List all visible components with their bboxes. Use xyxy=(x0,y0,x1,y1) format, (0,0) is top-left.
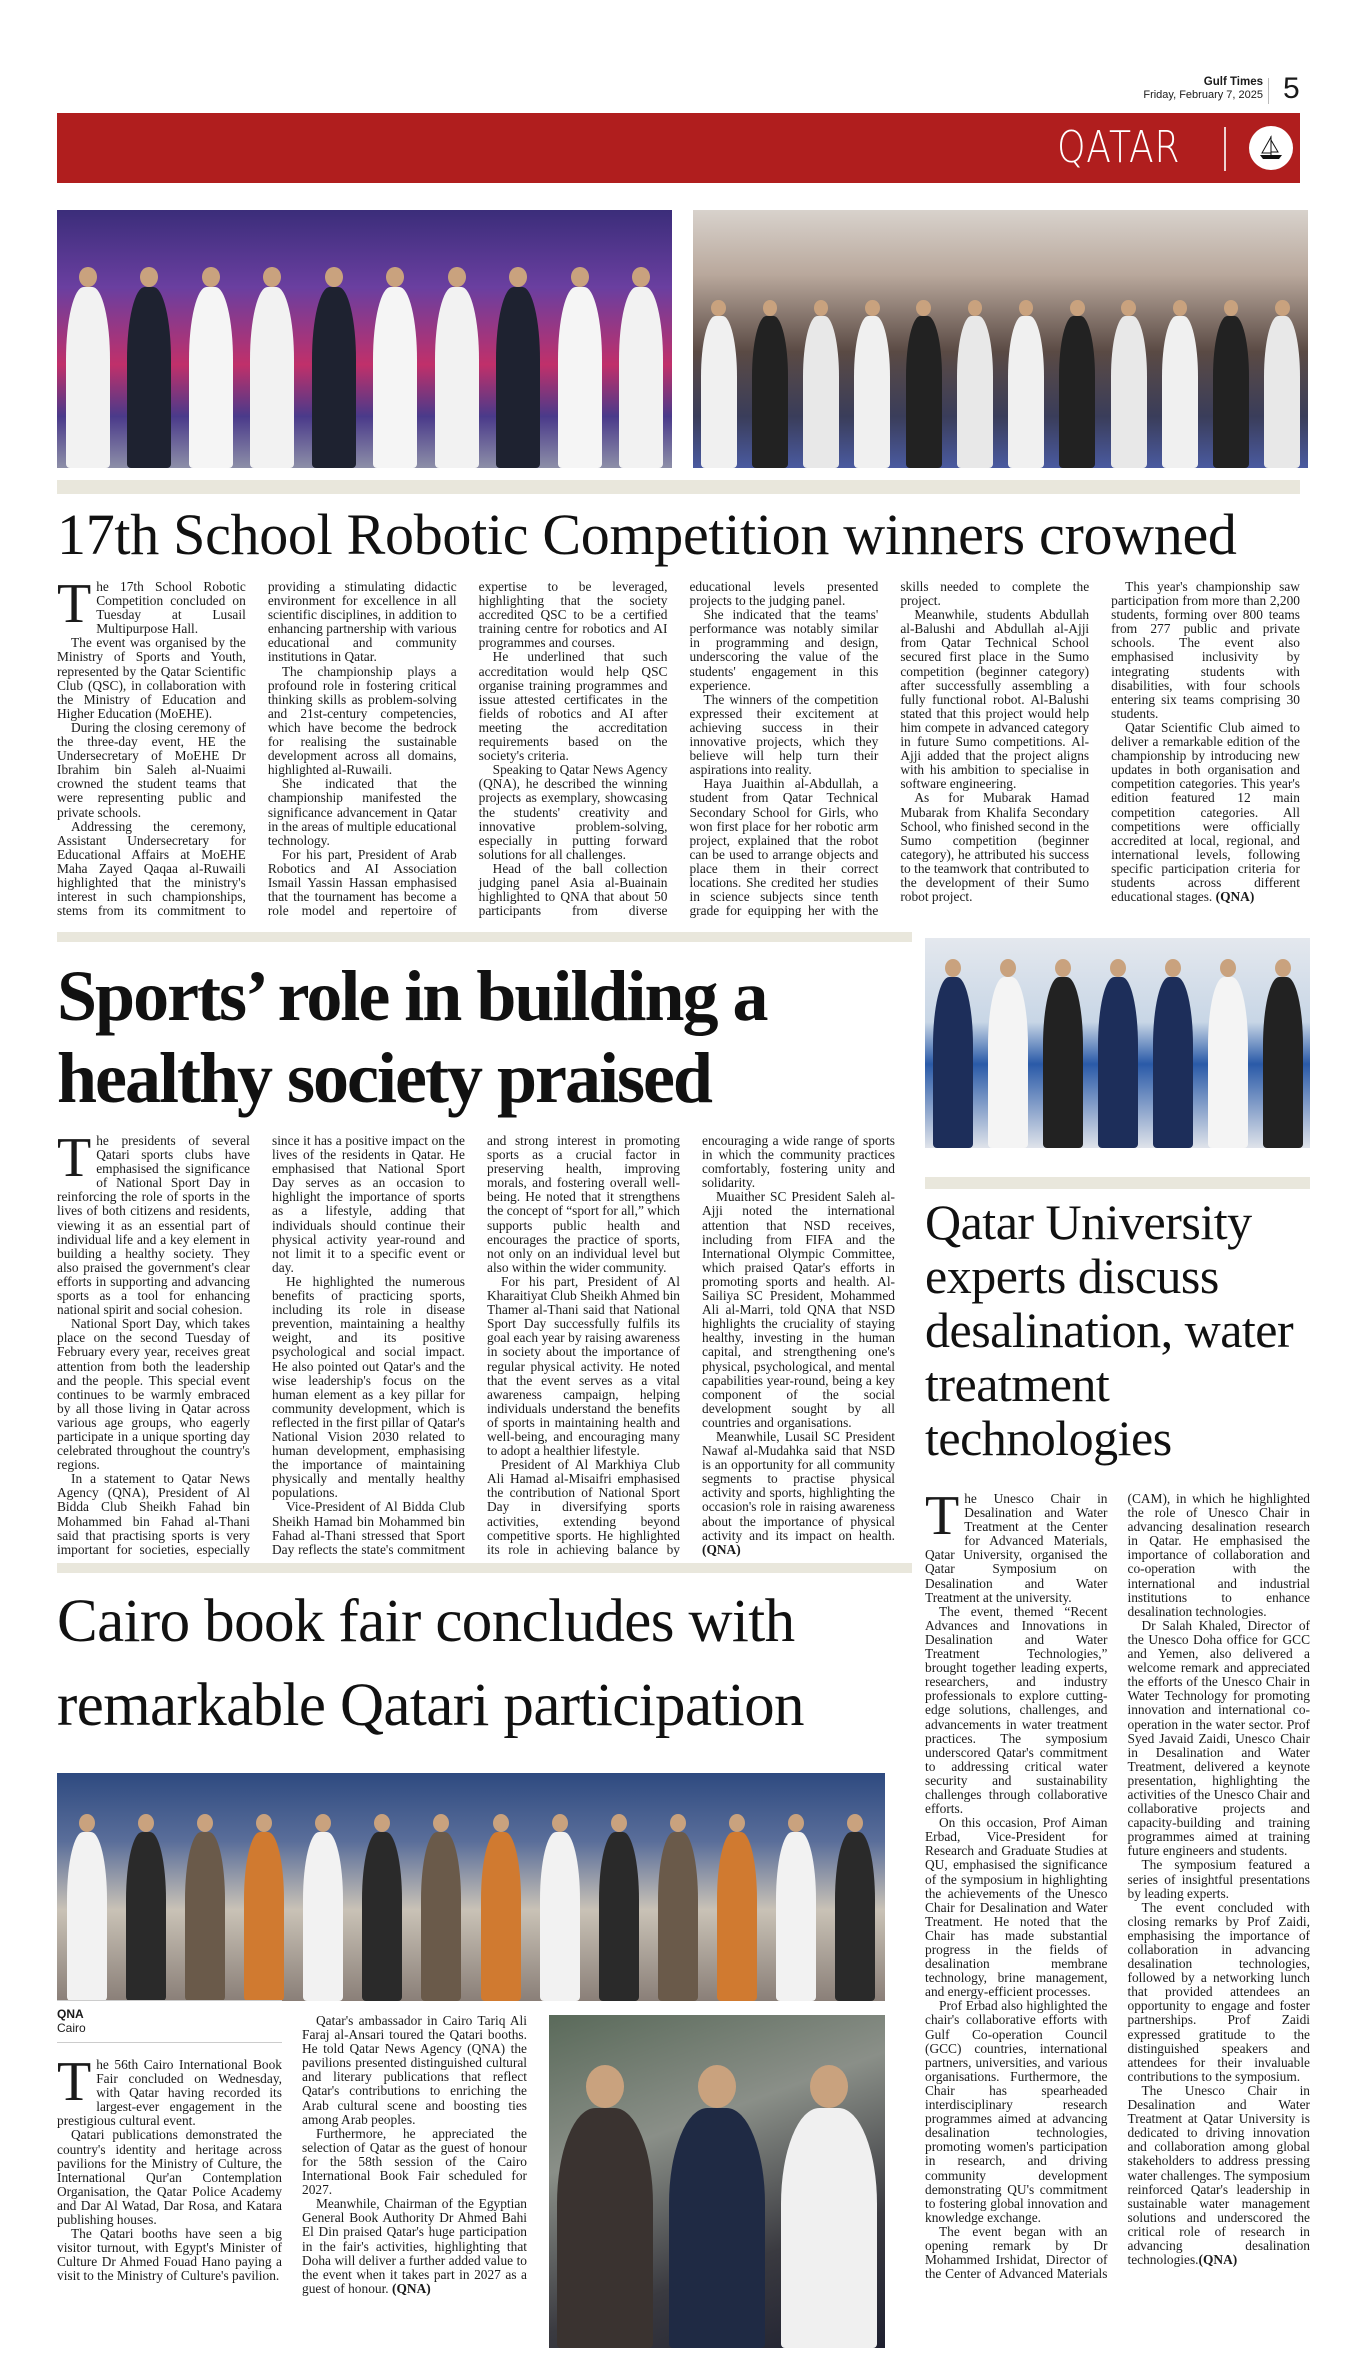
section-divider xyxy=(925,1177,1310,1189)
sports-article-body xyxy=(57,1127,895,1559)
person-figure xyxy=(189,267,233,468)
person-figure xyxy=(619,267,663,468)
person-figure xyxy=(66,267,110,468)
sports-headline xyxy=(57,955,917,1119)
person-figure xyxy=(127,267,171,468)
paragraph: Qatari publications demonstrated the country's identity and heritage across pavilions for the Ministry of Culture, the International Qur'an Contemplation Organisation, the Qatar Police Academy and Dar Al Watad, Dar Rosa, and Katara publishing houses. xyxy=(57,2127,282,2228)
section-title: QATAR xyxy=(1056,122,1180,173)
meta-divider xyxy=(1268,78,1269,104)
paragraph: The symposium featured a series of insightful presentations by leading experts. xyxy=(1127,1857,1310,1901)
agency-credit: (QNA) xyxy=(702,1541,741,1557)
desalination-symposium-photo xyxy=(925,938,1310,1148)
agency-credit: (QNA) xyxy=(392,2280,431,2296)
person-figure xyxy=(67,1814,107,2001)
paragraph: The event, themed “Recent Advances and Innovations in Desalination and Water Treatment Technologies,” brought together leading experts, researchers, and industry professionals to explore cutting-edge solutions, challenges, and advancements in water treatment practices. The symposium underscored Qatar's commitment to addressing critical water security and sustainability challenges through collaborative efforts. xyxy=(925,1603,1108,1817)
person-figure xyxy=(421,1814,461,2001)
person-figure xyxy=(435,267,479,468)
person-figure xyxy=(481,1814,521,2001)
masthead-meta xyxy=(1143,76,1263,102)
dhow-icon xyxy=(1249,126,1293,170)
paragraph: National Sport Day, which takes place on the second Tuesday of February every year, receives great attention from both the leadership and the people. This special event continues to be warmly embraced by all those living in Qatar across various age groups, who eagerly participate in a unique sporting day celebrated throughout the country's regions. xyxy=(57,1316,250,1473)
person-figure xyxy=(803,300,839,468)
paragraph xyxy=(1128,2084,1311,2267)
person-figure xyxy=(303,1814,343,2001)
person-figure xyxy=(1043,959,1083,1148)
byline xyxy=(57,2000,282,2043)
person-figure xyxy=(906,300,942,468)
paragraph: The Qatari booths have seen a big visitor turnout, with Egypt's Minister of Culture Dr Ahmed Fouad Hano paying a visit to the Ministry of Culture's pavilion. xyxy=(57,2226,282,2284)
agency-credit: (QNA) xyxy=(1198,2252,1238,2268)
person-figure xyxy=(752,300,788,468)
paragraph: She indicated that the teams' performance was notably similar in programming and design, underscoring the value of the students' engagement in this experience. xyxy=(689,607,879,693)
desalination-headline: Qatar University experts discuss desalination, water treatment technologies xyxy=(925,1194,1294,1466)
person-figure xyxy=(250,267,294,468)
sports-headline-line2: healthy society praised xyxy=(57,1038,711,1118)
section-divider xyxy=(57,1563,912,1573)
paragraph: In a statement to Qatar News Agency (QNA), President of Al Bidda Club Sheikh Fahad bin Mohammed bin Fahad al-Thani said that practising sports is very important for societies, especially since it has a positive impact on the lives of the residents in Qatar. He emphasised that National Sport Day serves as an occasion to highlight the importance of sports as a lifestyle, adding that individuals should continue their physical activity year-round and not limit it to a specific event or day. xyxy=(57,1133,465,1557)
person-figure xyxy=(776,1814,816,2001)
byline-agency: QNA xyxy=(57,2007,84,2021)
person-figure xyxy=(557,2065,653,2348)
person-figure xyxy=(599,1814,639,2001)
paragraph: President of Al Markhiya Club Ali Hamad al-Misaifri emphasised the contribution of National Sport Day in diversifying sports activities, extending beyond competitive sports. He highlighted its role in achieving balance by encouraging a wide range of sports in which the community practices comfortably, fostering unity and solidarity. xyxy=(487,1133,895,1557)
robotics-ceremony-photo xyxy=(57,210,672,468)
person-figure xyxy=(717,1814,757,2001)
person-figure xyxy=(1208,959,1248,1148)
paragraph: The event concluded with closing remarks by Prof Zaidi, emphasising the importance of collaboration in advancing desalination technologies, followed by a networking lunch that provided attendees an opportunity to engage and foster partnerships. Prof Zaidi expressed gratitude to the distinguished speakers and attendees for their invaluable contributions to the symposium. xyxy=(1127,1899,1310,2084)
paragraph: Addressing the ceremony, Assistant Undersecretary for Educational Affairs at MoEHE Maha Zayed Qaqaa al-Ruwaili highlighted that the ministry's interest in such championships, stems from its commitment to providing a stimulating didactic environment for excellence in all scientific disciplines, in addition to enhancing partnership with various educational and community institutions in Qatar. xyxy=(57,579,457,919)
person-figure xyxy=(362,1814,402,2001)
paragraph: He highlighted the numerous benefits of practicing sports, including its role in disease prevention, maintaining a healthy weight, and its positive psychological and social impact. He also pointed out Qatar's and the wise leadership's focus on the human element as a key pillar for community development, which is reflected in the first pillar of Qatar's National Vision 2030 related to human development, emphasising the importance of maintaining physically and mentally healthy populations. xyxy=(272,1273,465,1501)
banner-divider xyxy=(1224,127,1226,171)
paragraph-text: Qatar Scientific Club aimed to deliver a remarkable edition of the championship by introducing new updates in both organisation and competition categories. This year's edition featured 12 main competition categories. All competitions were officially accredited at local, regional, and international levels, following specific participation criteria for students across different educational stages. xyxy=(1111,719,1300,905)
person-figure xyxy=(933,959,973,1148)
desalination-article-body xyxy=(925,1485,1310,2352)
paragraph-text: Meanwhile, Lusail SC President Nawaf al-Mudahka said that NSD is an opportunity for all community segments to practise physical activity and sports, highlighting the occasion's role in raising awareness about the importance of physical activity and its impact on health. xyxy=(702,1428,895,1543)
person-figure xyxy=(1162,300,1198,468)
paragraph: For his part, President of Al Kharaitiyat Club Sheikh Ahmed bin Thamer al-Thani said that National Sport Day successfully fulfils its goal each year by raising awareness in society about the importance of regular physical activity. He noted that the event serves as a vital awareness campaign, helping individuals understand the benefits of sports in maintaining health and well-being, and encouraging many to adopt a healthier lifestyle. xyxy=(487,1273,680,1459)
person-figure xyxy=(1008,300,1044,468)
robotics-headline: 17th School Robotic Competition winners crowned xyxy=(57,502,1237,567)
paragraph: This year's championship saw participation from more than 2,200 students, forming over 800 teams from 277 public and private schools. The event also emphasised inclusivity by integrating students with disabilities, with four schools entering six teams comprising 30 students. xyxy=(1111,579,1300,721)
person-figure xyxy=(1111,300,1147,468)
paragraph xyxy=(702,1430,895,1557)
agency-credit: (QNA) xyxy=(1215,889,1255,905)
paragraph: On this occasion, Prof Aiman Erbad, Vice-President for Research and Graduate Studies at QU, emphasised the significance of the symposium in highlighting the achievements of the Unesco Chair for Desalination and Water Treatment. He noted that the Chair has made substantial progress in the fields of desalination membrane technology, brine management, and energy-efficient processes. xyxy=(925,1815,1108,2000)
paragraph: Speaking to Qatar News Agency (QNA), he described the winning projects as exemplary, showcasing the students' creativity and innovative problem-solving, especially in putting forward solutions for all challenges. xyxy=(478,762,668,862)
paragraph: The event was organised by the Ministry of Sports and Youth, represented by the Qatar Scientific Club (QSC), in collaboration with the Ministry of Education and Higher Education (MoEHE). xyxy=(57,635,246,721)
person-figure xyxy=(558,267,602,468)
person-figure xyxy=(957,300,993,468)
person-figure xyxy=(701,300,737,468)
paragraph-text: The Unesco Chair in Desalination and Water Treatment at Qatar University is dedicated to driving innovation and collaboration among global stakeholders to address pressing water challenges. The symposium reinforced Qatar's leadership in sustainable water management solutions and underscored the critical role of research in advancing desalination technologies. xyxy=(1127,2082,1310,2268)
bookfair-visit-photo xyxy=(549,2015,885,2348)
paragraph: As for Mubarak Hamad Mubarak from Khalifa Secondary School, who finished second in the Sumo competition (beginner category), he attributed his success to the teamwork that contributed to the development of their Sumo robot project. xyxy=(900,790,1090,905)
paragraph: Head of the ball collection judging panel Asia al-Buainain highlighted to QNA that about 50 participants from diverse educational levels presented projects to the judging panel. xyxy=(478,579,879,919)
person-figure xyxy=(1153,959,1193,1148)
paragraph xyxy=(1111,721,1300,904)
paragraph-text: Meanwhile, Chairman of the Egyptian General Book Authority Dr Ahmed Bahi El Din praised Qatar's huge participation in the fair's activities, highlighting that Doha will deliver a further added value to the event when it takes part in 2027 as a guest of honour. xyxy=(302,2196,527,2296)
person-figure xyxy=(312,267,356,468)
bookfair-headline: Cairo book fair concludes with remarkable Qatari participation xyxy=(57,1588,804,1739)
person-figure xyxy=(496,267,540,468)
paragraph: Dr Salah Khaled, Director of the Unesco Doha office for GCC and Yemen, also delivered a welcome remark and appreciated the efforts of the Unesco Chair in Water Technology for promoting innovation and international co-operation in the water sector. Prof Syed Javaid Zaidi, Unesco Chair in Desalination and Water Treatment, delivered a keynote presentation, highlighting the activities of the Unesco Chair and collaborative projects and capacity-building and training programmes aimed at training future engineers and students. xyxy=(1127,1617,1310,1859)
paragraph: For his part, President of Arab Robotics and AI Association Ismail Yassin Hassan emphasised that the tournament has become a role model and repertoire of expertise to be leveraged, highlighting that the society accredited QSC to be a certified training centre for robotics and AI programmes and courses. xyxy=(267,579,668,919)
paragraph: She indicated that the championship manifested the significance advancement in Qatar in the areas of multiple educational technology. xyxy=(267,776,457,848)
paragraph: Haya Juaithin al-Abdullah, a student from Qatar Technical Secondary School for Girls, who won first place for her robotic arm project, explained that the robot can be used to arrange objects and place them in their correct locations. She credited her studies in science subjects since tenth grade for equipping her with the skills needed to complete the project. xyxy=(689,579,1090,919)
paragraph: Prof Erbad also highlighted the chair's collaborative efforts with Gulf Co-operation Council (GCC) countries, international partners, universities, and various organisations. Furthermore, the Chair has spearheaded interdisciplinary research programmes aimed at advancing desalination technologies, promoting women's participation in research, and driving community development demonstrating QU's commitment to fostering global innovation and knowledge exchange. xyxy=(925,1998,1108,2225)
page-number: 5 xyxy=(1283,72,1300,105)
person-figure xyxy=(1213,300,1249,468)
robotics-article-body xyxy=(57,573,1300,920)
person-figure xyxy=(658,1814,698,2001)
byline-location: Cairo xyxy=(57,2021,86,2035)
person-figure xyxy=(1059,300,1095,468)
issue-date: Friday, February 7, 2025 xyxy=(1143,89,1263,101)
paragraph: Furthermore, he appreciated the selection of Qatar as the guest of honour for the 58th session of the Cairo International Book Fair scheduled for 2027. xyxy=(302,2125,527,2198)
person-figure xyxy=(669,2065,765,2348)
bookfair-article-body-col2 xyxy=(302,2014,527,2344)
bookfair-group-photo xyxy=(57,1773,885,2001)
person-figure xyxy=(1098,959,1138,1148)
paragraph: The championship plays a profound role in fostering critical thinking skills as problem-solving and 21st-century competencies, which have become the bedrock for realising the sustainable development across all domains, highlighted al-Ruwaili. xyxy=(267,663,457,778)
paragraph: The 17th School Robotic Competition concluded on Tuesday at Lusail Multipurpose Hall. xyxy=(57,573,246,637)
person-figure xyxy=(185,1814,225,2001)
person-figure xyxy=(854,300,890,468)
person-figure xyxy=(126,1814,166,2001)
person-figure xyxy=(540,1814,580,2001)
paragraph: The 56th Cairo International Book Fair concluded on Wednesday, with Qatar having recorded its largest-ever engagement in the prestigious cultural event. xyxy=(57,2051,282,2129)
paragraph: The winners of the competition expressed their excitement at achieving success in their innovative projects, which they believe will help turn their aspirations into reality. xyxy=(689,691,879,778)
paragraph: Vice-President of Al Bidda Club Sheikh Hamad bin Mohammed bin Fahad al-Thani stressed that Sport Day reflects the state's commitment and strong interest in promoting sports as a crucial factor in preserving health, improving morals, and fostering overall well-being. He noted that it strengthens the concept of “sport for all,” which supports public health and encourages the practice of sports, not only on an individual level but also within the wider community. xyxy=(272,1133,680,1557)
person-figure xyxy=(1263,959,1303,1148)
person-figure xyxy=(244,1814,284,2001)
sports-headline-line1: Sports’ role in building a xyxy=(57,956,767,1036)
paragraph: Meanwhile, students Abdullah al-Balushi and Abdullah al-Ajji from Qatar Technical School secured first place in the Sumo competition (beginner category) after successfully assembling a fully functional robot. Al-Balushi stated that this project would help him compete in advanced category in future Sumo competitions. Al-Ajji added that the project aligns with his ambition to specialise in software engineering. xyxy=(900,607,1090,792)
paragraph: Muaither SC President Saleh al-Ajji noted the international attention that NSD receives, including from FIFA and the International Olympic Committee, which praised Qatar's efforts in promoting sports and health. Al-Sailiya SC President, Mohammed Ali al-Marri, told QNA that NSD highlights the cruciality of staying healthy, investing in the human capital, and strengthening one's physical, psychological, and mental capabilities year-round, being a key component of the social development sought by all countries and organisations. xyxy=(702,1189,895,1430)
paragraph: The event began with an opening remark by Dr Mohammed Irshidat, Director of the Center of Advanced Materials (CAM), in which he highlighted the role of Unesco Chair in advancing desalination research in Qatar. He emphasised the importance of collaboration and co-operation with the international and industrial institutions to enhance desalination technologies. xyxy=(925,1491,1310,2282)
section-banner xyxy=(57,113,1300,183)
paragraph: He underlined that such accreditation would help QSC organise training programmes and issue attested certificates in the fields of robotics and AI after meeting the accreditation requirements based on the society's criteria. xyxy=(478,649,668,764)
paragraph: Qatar's ambassador in Cairo Tariq Ali Faraj al-Ansari toured the Qatari booths. He told Qatar News Agency (QNA) the pavilions presented distinguished cultural and literary publications that reflect Qatar's contributions to enriching the Arab cultural scene and boosting ties among Arab peoples. xyxy=(302,2013,527,2127)
section-divider xyxy=(57,480,1300,494)
bookfair-article-body-col1 xyxy=(57,2051,282,2348)
person-figure xyxy=(1264,300,1300,468)
paper-name: Gulf Times xyxy=(1203,76,1263,88)
paragraph xyxy=(302,2197,527,2296)
person-figure xyxy=(835,1814,875,2001)
person-figure xyxy=(988,959,1028,1148)
robotics-audience-photo xyxy=(693,210,1308,468)
paragraph: During the closing ceremony of the three-day event, HE the Undersecretary of MoEHE Dr Ibrahim bin Saleh al-Nuaimi crowned the student teams that were representing public and private schools. xyxy=(57,719,246,820)
paragraph: The Unesco Chair in Desalination and Water Treatment at the Center for Advanced Materials, Qatar University, organised the Qatar Symposium on Desalination and Water Treatment at the university. xyxy=(925,1485,1108,1605)
person-figure xyxy=(781,2065,877,2348)
person-figure xyxy=(373,267,417,468)
section-divider xyxy=(57,932,912,942)
paragraph: The presidents of several Qatari sports clubs have emphasised the significance of National Sport Day in reinforcing the role of sports in the lives of both citizens and residents, viewing it as an essential part of individual life and a key element in building a healthy society. They also praised the government's clear efforts in supporting and advancing sports as a tool for enhancing national spirit and social cohesion. xyxy=(57,1127,250,1318)
